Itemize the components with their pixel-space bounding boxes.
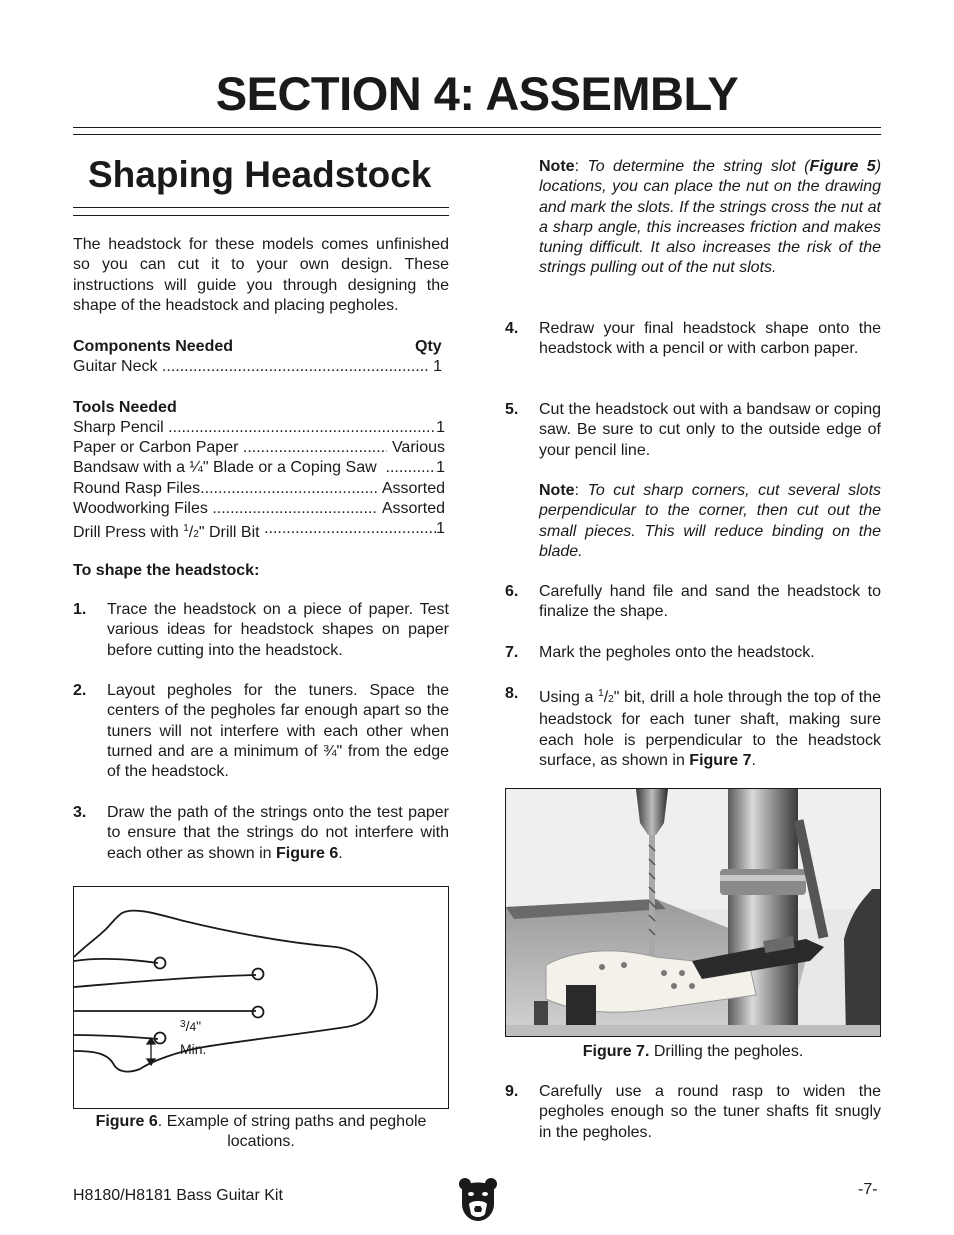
footer-page-number: -7- [858,1181,878,1198]
tool-name: Paper or Carbon Paper [73,439,239,456]
step-text: Carefully hand file and sand the headstock to finalize the shape. [539,583,881,621]
step-number: 6. [505,583,519,600]
peghole [253,969,264,980]
step-number: 8. [505,685,519,702]
section-rule-bottom [73,134,881,135]
figure-reference: Figure 5 [809,158,876,175]
bear-logo-icon [458,1176,498,1222]
subsection-rule-top [73,207,449,208]
dimension-fraction: $^3$/4" [180,1018,202,1034]
procedure-heading: To shape the headstock: [73,562,260,579]
drill-press-photo-illustration [506,789,881,1037]
tool-qty: Assorted [381,480,445,497]
string-path [74,959,158,963]
step-number: 1. [73,601,87,618]
step-text: Cut the headstock out with a bandsaw or coping saw. Be sure to cut only to the outside edge of your pencil line. [539,401,881,459]
peghole [661,970,667,976]
intro-paragraph: The headstock for these models comes unfinished so you can cut it to your own design. These instructions will guide you through designing the shape of the headstock and placing pegholes. [73,236,449,314]
step-number: 4. [505,320,519,337]
subsection-rule-bottom [73,215,449,216]
tool-name: Sharp Pencil [73,419,164,436]
tool-item [73,499,445,519]
headstock-outline [74,911,377,1072]
qty-heading: Qty [415,338,442,355]
tool-qty: 1 [436,520,445,537]
tool-item [73,479,445,499]
component-qty: 1 [433,358,442,375]
step-number: 7. [505,644,519,661]
tool-item [73,458,445,478]
step-number: 3. [73,804,87,821]
component-name: Guitar Neck [73,358,158,375]
step-text: Trace the headstock on a piece of paper. Test various ideas for headstock shapes on paper before cutting into the headstock. [107,601,449,659]
peghole [671,983,677,989]
note-label: Note [539,482,575,499]
drill-bit [649,835,655,955]
component-item [73,357,442,377]
tool-item [73,438,445,458]
tool-qty: Assorted [381,500,445,517]
tool-name: Bandsaw with a ¼" Blade or a Coping Saw [73,459,377,476]
figure-7-photo [505,788,881,1037]
string-path [74,975,256,987]
tool-name: Drill Press with $^1$/2" Drill Bit [73,523,260,541]
figure-6-caption: Figure 6. Example of string paths and peghole locations. [95,1113,427,1151]
step-number: 2. [73,682,87,699]
headstock-outline-drawing [74,887,449,1109]
note-label: Note [539,158,575,175]
figure-7-caption: Figure 7. Drilling the pegholes. [582,1043,804,1060]
drill-column [728,789,798,1037]
peghole [689,983,695,989]
step-text: Redraw your final headstock shape onto the headstock with a pencil or with carbon paper. [539,320,881,358]
tool-item [73,418,445,438]
tool-item [73,519,445,545]
step-text: Layout pegholes for the tuners. Space the centers of the pegholes far enough apart so the tuners will not interfere with each other when turned and are a minimum of ¾" from the edge of the headstock. [107,682,449,781]
tool-name: Woodworking Files [73,500,208,517]
string-path [74,1035,158,1039]
tools-heading: Tools Needed [73,399,177,416]
step-text: Mark the pegholes onto the headstock. [539,644,815,661]
note-sharp-corners: Note: To cut sharp corners, cut several slots perpendicular to the corner, then cut out the small pieces. This will reduce binding on the blade. [539,482,882,560]
tool-qty: 1 [436,459,445,476]
figure-6-diagram [73,886,449,1109]
step-number: 9. [505,1083,519,1100]
peghole [679,970,685,976]
step-number: 5. [505,401,519,418]
step-text: Using a $^1$/2" bit, drill a hole through the top of the headstock for each tuner shaft, making sure each hole is perpendicular to the headstock surface, as shown in Figure 7. [539,688,882,769]
tool-name: Round Rasp Files [73,480,201,497]
section-title: SECTION 4: ASSEMBLY [215,67,739,120]
dimension-label: Min. [180,1041,207,1057]
tool-qty: 1 [436,419,445,436]
section-rule-top [73,127,881,128]
step-text: Carefully use a round rasp to widen the pegholes enough so the tuner shafts fit snugly in the pegholes. [539,1083,881,1141]
peghole [621,962,627,968]
background-wall [506,789,881,909]
footer-model: H8180/H8181 Bass Guitar Kit [73,1187,283,1204]
step-text: Draw the path of the strings onto the test paper to ensure that the strings do not interfere with each other as shown in Figure 6. [107,804,449,862]
figure-reference: Figure 7 [689,751,752,769]
note-string-slot: Note: To determine the string slot (Figure 5) locations, you can place the nut on the drawing and mark the slots. If the strings cross the nut at a sharp angle, this increases friction and makes tuning difficult. It also increases the risk of the strings pulling out of the nut slots. [539,158,882,277]
components-heading: Components Needed [73,338,234,355]
figure-reference: Figure 6 [276,844,339,862]
peghole [599,964,605,970]
peghole [253,1007,264,1018]
subsection-title: Shaping Headstock [88,154,432,195]
tool-qty: Various [391,439,445,456]
